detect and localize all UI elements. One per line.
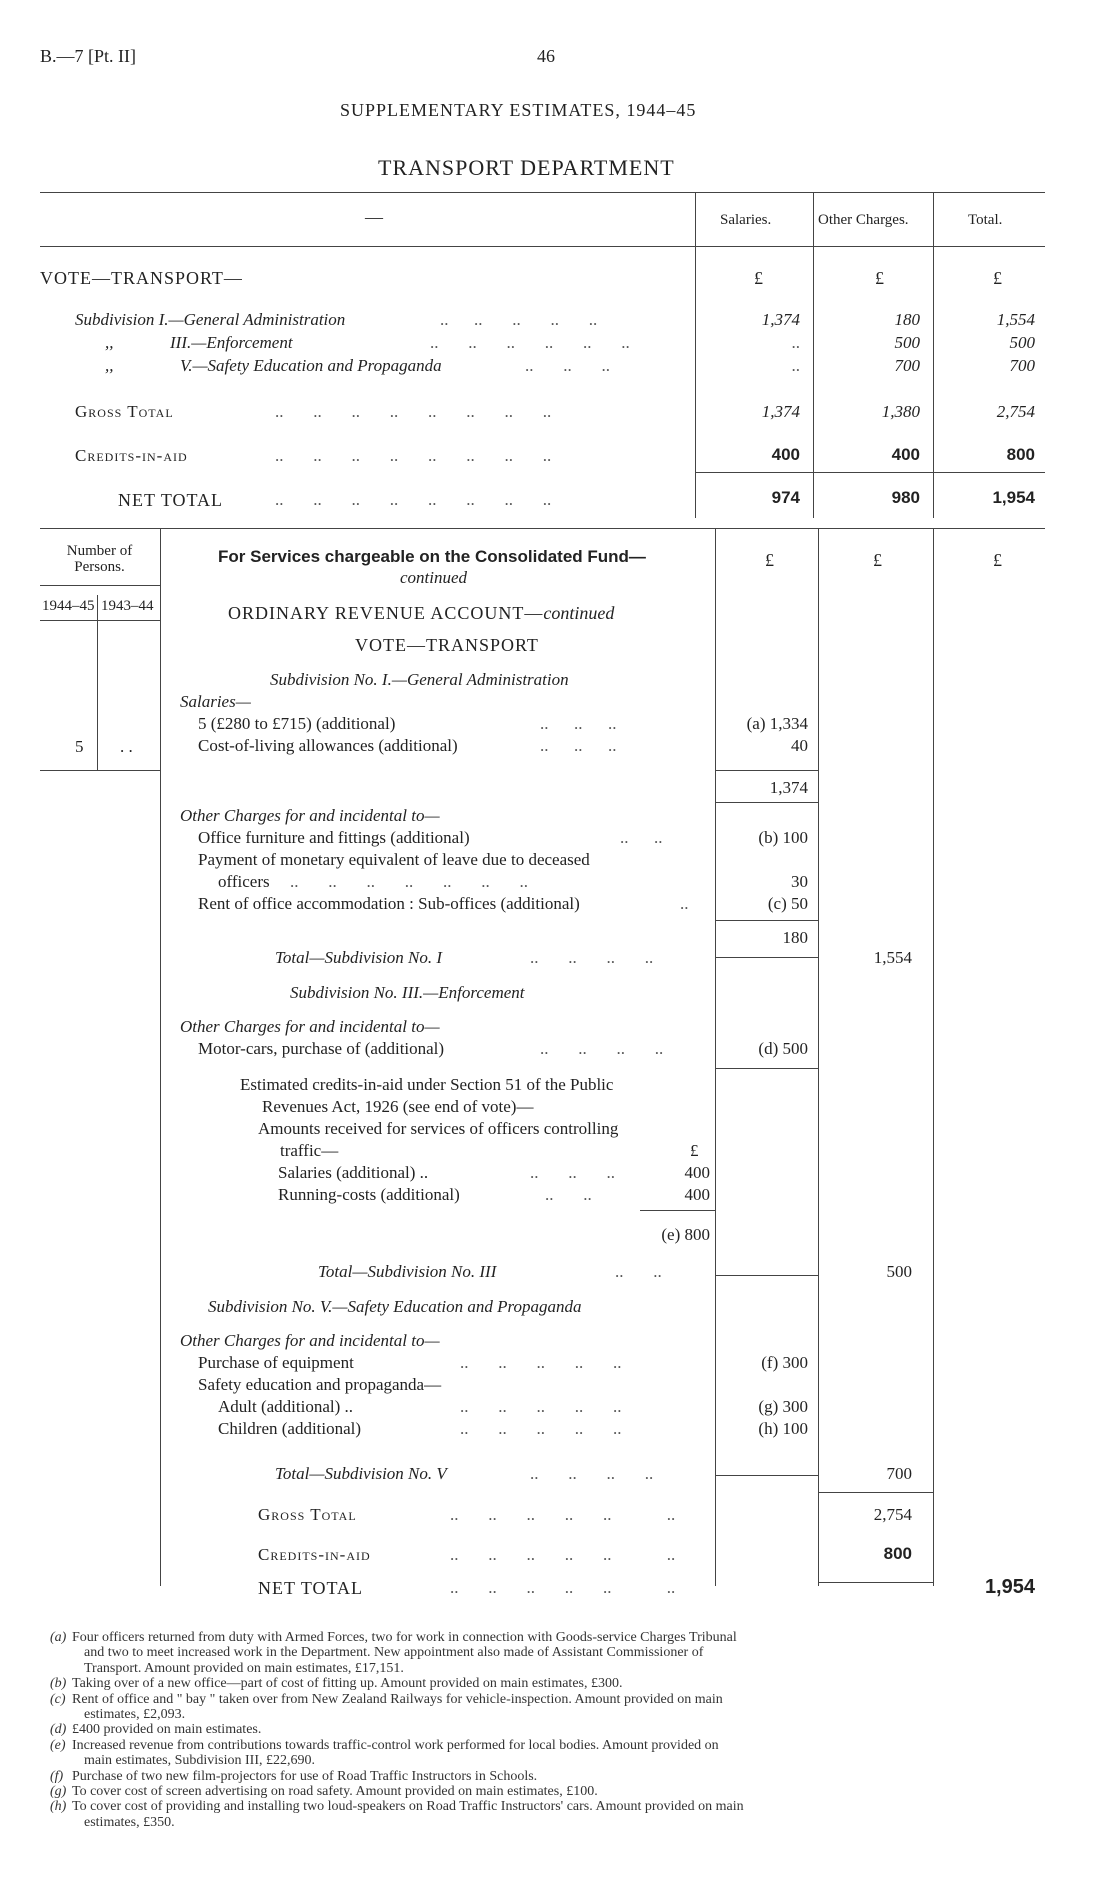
- credits-salaries-line: Salaries (additional) ..: [278, 1163, 429, 1182]
- persons-1944-45: 5: [75, 737, 84, 756]
- year-1943-44: 1943–44: [101, 598, 154, 614]
- net-salaries: 974: [771, 488, 800, 507]
- total-subdivision-3-label: Total—Subdivision No. III: [318, 1262, 497, 1281]
- detail-net-total-label: NET TOTAL: [258, 1578, 364, 1598]
- total-subdivision-1-value: 1,554: [873, 948, 912, 967]
- credits-salaries-value: 400: [684, 1163, 710, 1182]
- other-charges-subtotal: 180: [782, 928, 808, 947]
- persons-bottom-rule: [40, 770, 160, 771]
- salaries-subtotal: 1,374: [769, 778, 808, 797]
- children-value: (h) 100: [758, 1419, 808, 1438]
- credits-running-value: 400: [684, 1185, 710, 1204]
- salaries-label: Salaries—: [180, 692, 251, 711]
- summary-salaries-value: 1,374: [761, 310, 800, 329]
- footnote-text: Rent of office and " bay " taken over from New Zealand Railways for vehicle-inspection. Amount provided on main: [72, 1691, 723, 1707]
- other-charge-line-2: Payment of monetary equivalent of leave due to deceased: [198, 850, 590, 869]
- footnote-mark: (b): [50, 1676, 67, 1692]
- salary-value-2: 40: [791, 736, 808, 755]
- footnote-mark: (h): [50, 1799, 67, 1815]
- summary-salaries-value: ..: [791, 333, 800, 352]
- footnote-text: Four officers returned from duty with Armed Forces, two for work in connection with Goods-service Charges Tribunal: [72, 1630, 737, 1645]
- salaries-subtotal-bottom-rule: [715, 802, 818, 803]
- total-subdivision-5-label: Total—Subdivision No. V: [275, 1464, 447, 1483]
- footnote-mark: (f): [50, 1768, 64, 1784]
- salary-value-1: (a) 1,334: [746, 714, 808, 733]
- summary-top-rule: [40, 192, 1045, 193]
- equipment-line: Purchase of equipment: [198, 1353, 354, 1372]
- col-header-salaries: Salaries.: [720, 212, 772, 228]
- salaries-subtotal-rule: [715, 770, 818, 771]
- adult-value: (g) 300: [758, 1397, 808, 1416]
- other-charge-line-3: Rent of office accommodation : Sub-offices (additional): [198, 894, 580, 913]
- footnote-mark: (g): [50, 1784, 67, 1800]
- subdivision-1-title: Subdivision No. I.—General Administration: [270, 670, 569, 689]
- summary-total-value: 500: [1009, 333, 1035, 352]
- summary-row-label: III.—Enforcement: [170, 333, 293, 352]
- footnote-mark: (e): [50, 1737, 66, 1753]
- summary-salaries-value: ..: [791, 356, 800, 375]
- detail-top-rule: [40, 528, 1045, 529]
- summary-total-value: 700: [1009, 356, 1035, 375]
- total-subdivision-5-value: 700: [886, 1464, 912, 1483]
- year-header-rule: [40, 620, 160, 621]
- summary-other-value: 180: [894, 310, 920, 329]
- ditto-mark: ,,: [105, 356, 114, 375]
- persons-header-rule: [40, 585, 160, 586]
- col-header-other-charges: Other Charges.: [818, 212, 909, 228]
- credits-in-aid-label: Credits-in-aid: [75, 446, 188, 465]
- footnote: [50, 1676, 1050, 1691]
- summary-other-value: 700: [894, 356, 920, 375]
- footnote: [50, 1738, 1050, 1769]
- ditto-mark: ,,: [105, 333, 114, 352]
- detail-gross-total-value: 2,754: [873, 1505, 912, 1524]
- page-number: 46: [537, 46, 555, 66]
- other-charges-label: Other Charges for and incidental to—: [180, 806, 440, 825]
- detail-col-divider-1: [715, 528, 716, 1586]
- ordinary-revenue-heading: ORDINARY REVENUE ACCOUNT—continued: [228, 603, 615, 623]
- detail-credits-value: 800: [883, 1544, 912, 1563]
- footnote-text: Taking over of a new office—part of cost of fitting up. Amount provided on main estimates, £300.: [72, 1676, 623, 1692]
- footnote-mark: (a): [50, 1630, 67, 1645]
- document-reference: B.—7 [Pt. II]: [40, 46, 136, 66]
- footnote: [50, 1722, 1050, 1737]
- subdivision-3-total-rule: [715, 1275, 818, 1276]
- total-subdivision-1-label: Total—Subdivision No. I: [275, 948, 443, 967]
- detail-net-rule: [818, 1582, 933, 1583]
- salary-line-2: Cost-of-living allowances (additional): [198, 736, 458, 755]
- footnote-text-cont: main estimates, Subdivision III, £22,690.: [84, 1753, 315, 1769]
- subdivision-5-total-rule: [715, 1475, 818, 1476]
- footnote-mark: (c): [50, 1691, 66, 1707]
- gross-total-label: Gross Total: [75, 402, 174, 421]
- services-heading: For Services chargeable on the Consolidated Fund—: [218, 547, 646, 566]
- equipment-value: (f) 300: [761, 1353, 808, 1372]
- footnote-text-cont: estimates, £2,093.: [84, 1707, 186, 1723]
- credits-subtotal: (e) 800: [661, 1225, 710, 1244]
- footnote: [50, 1692, 1050, 1723]
- detail-gross-total-label: Gross Total: [258, 1505, 357, 1524]
- detail-credits-label: Credits-in-aid: [258, 1545, 371, 1564]
- footnote-text: £400 provided on main estimates.: [72, 1722, 262, 1738]
- department-title: TRANSPORT DEPARTMENT: [378, 155, 675, 180]
- detail-net-total-value: 1,954: [984, 1576, 1035, 1598]
- credits-text-line-4: traffic—: [280, 1141, 339, 1160]
- net-other: 980: [891, 488, 920, 507]
- safety-education-line: Safety education and propaganda—: [198, 1375, 442, 1394]
- detail-col-divider-years: [97, 595, 98, 770]
- summary-other-value: 500: [894, 333, 920, 352]
- pound-sign-other: £: [875, 268, 884, 288]
- gross-other: 1,380: [881, 402, 920, 421]
- credits-text-line-1: Estimated credits-in-aid under Section 51 of the Public: [240, 1075, 614, 1094]
- footnote: [50, 1784, 1050, 1799]
- summary-row-label: Subdivision I.—General Administration: [75, 310, 346, 329]
- other-charge-line-1: Office furniture and fittings (additional): [198, 828, 470, 847]
- salary-line-1: 5 (£280 to £715) (additional): [198, 714, 396, 733]
- credits-subtotal-rule: [640, 1210, 715, 1211]
- credits-running-line: Running-costs (additional): [278, 1185, 460, 1204]
- net-total-label: NET TOTAL: [118, 490, 224, 510]
- footnote: [50, 1630, 1050, 1676]
- other-charges-subtotal-bottom-rule: [715, 957, 818, 958]
- net-total-rule: [695, 472, 1045, 473]
- other-charge-line-2-cont: officers: [218, 872, 270, 891]
- children-line: Children (additional): [218, 1419, 362, 1438]
- footnote-text-cont: Transport. Amount provided on main estimates, £17,151.: [84, 1660, 404, 1676]
- persons-1943-44: . .: [120, 737, 133, 756]
- motor-cars-value: (d) 500: [758, 1039, 808, 1058]
- total-subdivision-3-value: 500: [886, 1262, 912, 1281]
- footnote: [50, 1769, 1050, 1784]
- summary-row-label: V.—Safety Education and Propaganda: [180, 356, 442, 375]
- vote-label: VOTE—TRANSPORT—: [40, 268, 243, 288]
- other-charge-value-2: 30: [791, 872, 808, 891]
- summary-blank-header: —: [365, 207, 383, 227]
- detail-col-divider-persons: [160, 528, 161, 1586]
- credits-other: 400: [891, 445, 920, 464]
- other-charges-5-label: Other Charges for and incidental to—: [180, 1331, 440, 1350]
- subdivision-5-title: Subdivision No. V.—Safety Education and Propaganda: [208, 1297, 582, 1316]
- pound-sign-total: £: [993, 550, 1002, 570]
- footnote-text-cont: and two to meet increased work in the Department. New appointment also made of Assistant Commissioner of: [84, 1645, 704, 1661]
- summary-total-value: 1,554: [996, 310, 1035, 329]
- other-charge-value-3: (c) 50: [767, 894, 808, 913]
- gross-total: 2,754: [996, 402, 1035, 421]
- pound-sign-other: £: [873, 550, 882, 570]
- credits-text-line-2: Revenues Act, 1926 (see end of vote)—: [262, 1097, 534, 1116]
- footnote-text-cont: estimates, £350.: [84, 1814, 175, 1830]
- footnote-text: To cover cost of providing and installing two loud-speakers on Road Traffic Instructors' cars. Amount provided on main: [72, 1799, 744, 1815]
- subdivision-3-title: Subdivision No. III.—Enforcement: [290, 983, 525, 1002]
- footnote-mark: (d): [50, 1722, 67, 1738]
- footnote-text: Purchase of two new film-projectors for use of Road Traffic Instructors in Schools.: [72, 1768, 538, 1784]
- footnote: [50, 1799, 1050, 1830]
- footnote-text: Increased revenue from contributions towards traffic-control work performed for local bodies. Amount provided on: [72, 1737, 719, 1753]
- summary-col-divider-2: [813, 192, 814, 518]
- net-total: 1,954: [992, 488, 1035, 507]
- number-of-persons-header: Number of Persons.: [66, 543, 133, 575]
- gross-salaries: 1,374: [761, 402, 800, 421]
- credits-pound-sign: £: [690, 1141, 699, 1160]
- other-charges-3-label: Other Charges for and incidental to—: [180, 1017, 440, 1036]
- motor-cars-line: Motor-cars, purchase of (additional): [198, 1039, 445, 1058]
- other-charge-value-1: (b) 100: [758, 828, 808, 847]
- summary-col-divider-1: [695, 192, 696, 518]
- adult-line: Adult (additional) ..: [218, 1397, 354, 1416]
- footnotes: [50, 1630, 1050, 1830]
- page-title: SUPPLEMENTARY ESTIMATES, 1944–45: [340, 100, 697, 120]
- pound-sign-total: £: [993, 268, 1002, 288]
- pound-sign-salaries: £: [765, 550, 774, 570]
- credits-salaries: 400: [771, 445, 800, 464]
- year-1944-45: 1944–45: [42, 598, 95, 614]
- vote-heading: VOTE—TRANSPORT: [355, 635, 539, 655]
- summary-header-rule: [40, 246, 1045, 247]
- detail-col-divider-3: [933, 528, 934, 1586]
- footnote-text: To cover cost of screen advertising on road safety. Amount provided on main estimates, £100.: [72, 1784, 598, 1800]
- credits-text-line-3: Amounts received for services of officers controlling: [258, 1119, 619, 1138]
- summary-col-divider-3: [933, 192, 934, 518]
- motor-cars-rule: [715, 1068, 818, 1069]
- detail-col-divider-2: [818, 528, 819, 1586]
- services-heading-continued: continued: [400, 568, 468, 587]
- pound-sign-salaries: £: [754, 268, 763, 288]
- detail-gross-rule: [818, 1492, 933, 1493]
- other-charges-subtotal-rule: [715, 920, 818, 921]
- col-header-total: Total.: [968, 212, 1003, 228]
- credits-total: 800: [1006, 445, 1035, 464]
